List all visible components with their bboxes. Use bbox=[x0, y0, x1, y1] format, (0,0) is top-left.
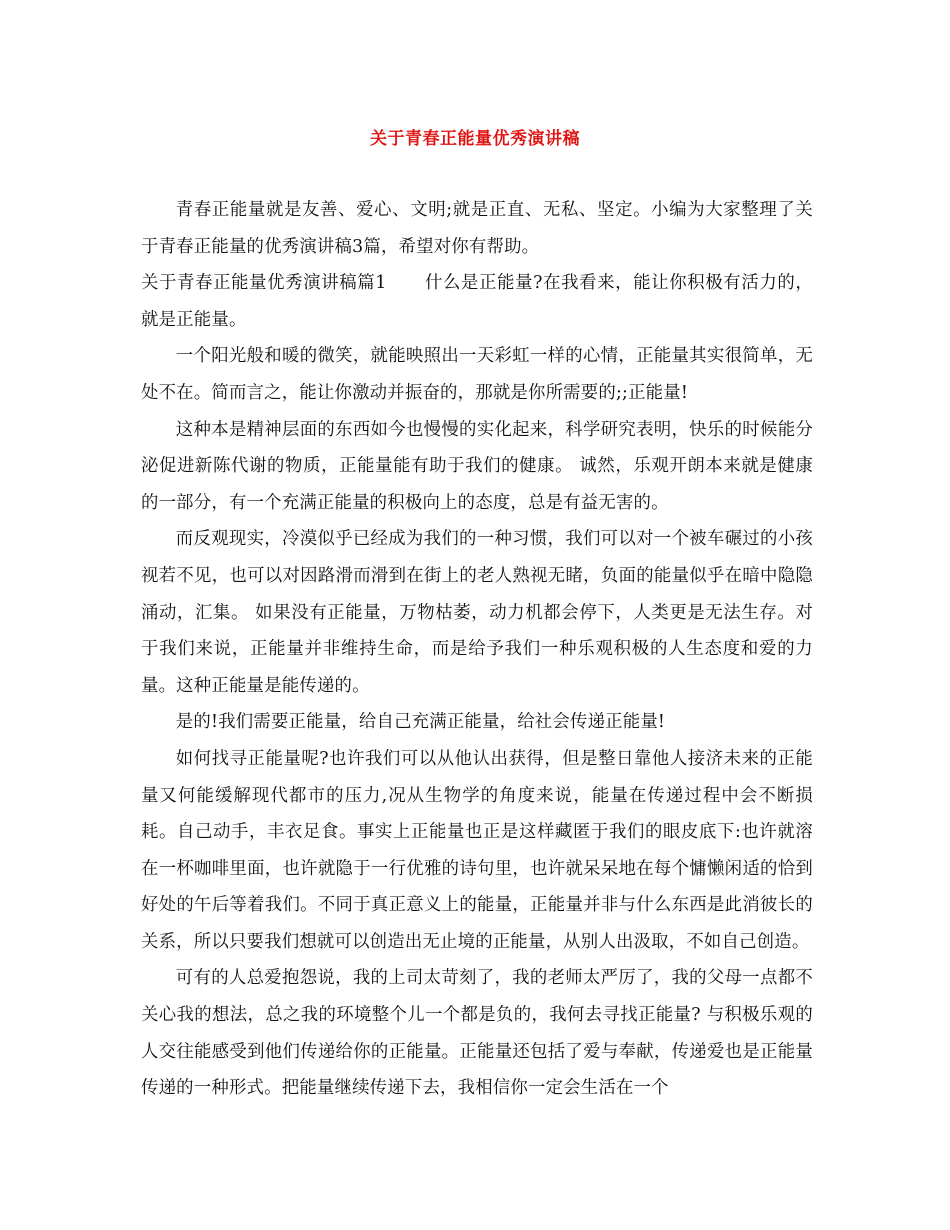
paragraph-complain: 可有的人总爱抱怨说，我的上司太苛刻了，我的老师太严厉了，我的父母一点都不关心我的想法，总之我的环境整个儿一个都是负的，我何去寻找正能量? 与积极乐观的人交往能感受到他们传递给你的正能量。正能量还包括了爱与奉献，传递爱也是正能量传递的一种形式。把能量继续传递下去，我相信你一定会生活在一个 bbox=[141, 968, 813, 1099]
paragraph-seek: 如何找寻正能量呢?也许我们可以从他认出获得，但是整日靠他人接济未来的正能量又何能缓解现代都市的压力,况从生物学的角度来说，能量在传递过程中会不断损耗。自己动手，丰衣足食。事实上正能量也正是这样藏匿于我们的眼皮底下:也许就溶在一杯咖啡里面，也许就隐于一行优雅的诗句里，也许就呆呆地在每个慵懒闲适的恰到好处的午后等着我们。不同于真正意义上的能量，正能量并非与什么东西是此消彼长的关系，所以只要我们想就可以创造出无止境的正能量，从别人出汲取，不如自己创造。 bbox=[141, 748, 813, 952]
section-1-opening bbox=[141, 265, 813, 338]
intro-paragraph: 青春正能量就是友善、爱心、文明;就是正直、无私、坚定。小编为大家整理了关于青春正能量的优秀演讲稿3篇，希望对你有帮助。 bbox=[141, 200, 813, 257]
section-heading: 关于青春正能量优秀演讲稿篇1 bbox=[141, 273, 387, 294]
paragraph-need: 是的!我们需要正能量，给自己充满正能量，给社会传递正能量! bbox=[175, 712, 666, 733]
document-title: 关于青春正能量优秀演讲稿 bbox=[370, 129, 580, 149]
paragraph-smile: 一个阳光般和暖的微笑，就能映照出一天彩虹一样的心情，正能量其实很简单，无处不在。简而言之，能让你激动并振奋的，那就是你所需要的;;正能量! bbox=[141, 346, 813, 403]
document-body bbox=[141, 192, 813, 1107]
paragraph-health: 这种本是精神层面的东西如今也慢慢的实化起来，科学研究表明，快乐的时候能分泌促进新陈代谢的物质，正能量能有助于我们的健康。 诚然，乐观开朗本来就是健康的一部分，有一个充满正能量的积极向上的态度，总是有益无害的。 bbox=[141, 419, 813, 513]
paragraph-reality: 而反观现实，冷漠似乎已经成为我们的一种习惯，我们可以对一个被车碾过的小孩视若不见，也可以对因路滑而滑到在街上的老人熟视无睹，负面的能量似乎在暗中隐隐涌动，汇集。 如果没有正能量，万物枯萎，动力机都会停下，人类更是无法生存。对于我们来说，正能量并非维持生命，而是给予我们一种乐观积极的人生态度和爱的力量。这种正能量是能传递的。 bbox=[141, 529, 813, 696]
section-first-line: 什么是正能量?在我看来，能让你积极有活力的，就是正能量。 bbox=[141, 273, 813, 330]
